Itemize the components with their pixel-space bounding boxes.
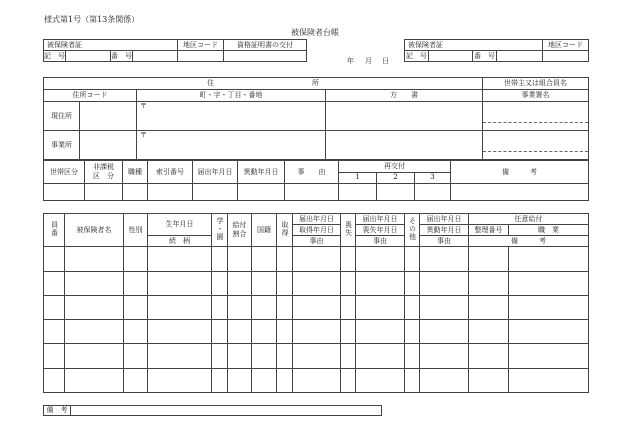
acquire-date-label: 取得年月日 bbox=[293, 225, 341, 236]
reissue-label: 再交付 bbox=[339, 161, 451, 173]
number-value-right[interactable] bbox=[497, 51, 543, 62]
sex-label: 性別 bbox=[124, 214, 148, 247]
ref-no-label: 整理番号 bbox=[469, 225, 509, 236]
address-code-label: 住所コード bbox=[44, 90, 137, 102]
relation-label: 続 柄 bbox=[148, 236, 212, 247]
number-value[interactable] bbox=[133, 51, 178, 62]
symbol-label-right: 記 号 bbox=[406, 51, 427, 60]
cert-right-table bbox=[404, 39, 589, 62]
reissue-1-value[interactable] bbox=[339, 184, 377, 201]
issue-label: 資格証明書の交付 bbox=[224, 40, 307, 51]
optional-benefit-label: 任意給付 bbox=[469, 214, 589, 225]
area-code-label-right: 地区コード bbox=[543, 40, 589, 51]
index-no-label: 索引番号 bbox=[148, 161, 193, 184]
current-household-head[interactable] bbox=[483, 102, 589, 131]
other-label: その他 bbox=[405, 214, 420, 247]
area-code-value-right[interactable] bbox=[543, 51, 589, 62]
insured-cert-label: 被保険者証 bbox=[44, 40, 178, 51]
number-label: 番 号 bbox=[111, 51, 132, 60]
office-postal-mark[interactable]: 〒 bbox=[137, 131, 326, 160]
footer-remarks-table bbox=[43, 405, 382, 416]
nationality-label: 国籍 bbox=[252, 214, 277, 247]
symbol-value-right[interactable] bbox=[429, 51, 473, 62]
date-day: 日 bbox=[382, 57, 389, 65]
members-table bbox=[43, 213, 589, 393]
symbol-value[interactable] bbox=[66, 51, 111, 62]
benefit-ratio-label: 給付割合 bbox=[228, 214, 252, 247]
remarks-label: 備 考 bbox=[451, 161, 589, 184]
table-row[interactable] bbox=[44, 368, 589, 392]
non-taxable-value[interactable] bbox=[85, 184, 123, 201]
acquire-reason-label: 事由 bbox=[293, 236, 341, 247]
table-row[interactable] bbox=[44, 295, 589, 319]
form-id: 様式第1号（第13条関係） bbox=[44, 15, 140, 24]
occupation-label: 職種 bbox=[123, 161, 148, 184]
household-class-label: 世帯区分 bbox=[44, 161, 85, 184]
footer-remarks-label: 備 考 bbox=[44, 406, 71, 416]
non-taxable-class-label bbox=[85, 161, 123, 184]
occupation-value[interactable] bbox=[123, 184, 148, 201]
reissue-1: 1 bbox=[339, 172, 377, 184]
student-label: 学・園 bbox=[212, 214, 228, 247]
index-no-value[interactable] bbox=[148, 184, 193, 201]
page-title: 被保険者台帳 bbox=[291, 28, 339, 37]
table-row[interactable] bbox=[44, 247, 589, 271]
lose-filed-date-label: 届出年月日 bbox=[356, 214, 405, 225]
street-label: 町・字・丁目・番地 bbox=[137, 90, 326, 102]
symbol-label: 記 号 bbox=[44, 51, 65, 60]
reissue-3-value[interactable] bbox=[415, 184, 451, 201]
filed-date-label: 届出年月日 bbox=[193, 161, 238, 184]
office-name-value[interactable] bbox=[483, 131, 589, 160]
household-class-value[interactable] bbox=[44, 184, 85, 201]
job-label: 職 業 bbox=[509, 225, 589, 236]
current-address-label: 現住所 bbox=[44, 102, 80, 131]
household-table bbox=[43, 160, 589, 201]
acquire-label: 取得 bbox=[277, 214, 293, 247]
non-taxable-label: 非課税 bbox=[93, 163, 114, 172]
member-no-label: 員番 bbox=[44, 214, 65, 247]
address-header: 住 所 bbox=[44, 78, 483, 90]
table-row[interactable] bbox=[44, 271, 589, 295]
change-date-label: 異動年月日 bbox=[238, 161, 285, 184]
office-name-label: 事業署名 bbox=[483, 90, 589, 102]
reason-value[interactable] bbox=[285, 184, 339, 201]
change-date-value[interactable] bbox=[238, 184, 285, 201]
household-head-label: 世帯主又は組合員名 bbox=[483, 78, 589, 90]
cert-left-table bbox=[43, 39, 307, 62]
remarks-value[interactable] bbox=[451, 184, 589, 201]
class-label: 区 分 bbox=[93, 172, 114, 181]
insured-name-label: 被保険者名 bbox=[65, 214, 124, 247]
current-postal-mark[interactable]: 〒 bbox=[137, 102, 326, 131]
issue-value[interactable] bbox=[224, 51, 307, 62]
other-change-date-label: 異動年月日 bbox=[420, 225, 469, 236]
area-code-value[interactable] bbox=[178, 51, 224, 62]
reissue-2: 2 bbox=[377, 172, 415, 184]
address-table bbox=[43, 77, 589, 160]
acquire-filed-date-label: 届出年月日 bbox=[293, 214, 341, 225]
office-name-divider bbox=[483, 138, 588, 152]
table-row[interactable] bbox=[44, 320, 589, 344]
household-head-divider bbox=[483, 109, 588, 123]
insured-cert-label-right: 被保険者証 bbox=[405, 40, 543, 51]
current-address-code[interactable] bbox=[80, 102, 137, 131]
current-direction[interactable] bbox=[326, 102, 483, 131]
direction-label: 方 書 bbox=[326, 90, 483, 102]
birth-date-label: 生年月日 bbox=[148, 214, 212, 236]
reissue-3: 3 bbox=[415, 172, 451, 184]
footer-remarks-value[interactable] bbox=[71, 406, 382, 416]
area-code-label: 地区コード bbox=[178, 40, 224, 51]
other-reason-label: 事由 bbox=[420, 236, 469, 247]
date-year: 年 bbox=[347, 57, 354, 65]
number-label-right: 番 号 bbox=[474, 51, 495, 60]
other-filed-date-label: 届出年月日 bbox=[420, 214, 469, 225]
lose-label: 喪失 bbox=[341, 214, 356, 247]
office-direction[interactable] bbox=[326, 131, 483, 160]
lose-date-label: 喪失年月日 bbox=[356, 225, 405, 236]
reason-label: 事 由 bbox=[285, 161, 339, 184]
lose-reason-label: 事由 bbox=[356, 236, 405, 247]
reissue-2-value[interactable] bbox=[377, 184, 415, 201]
office-address-code[interactable] bbox=[80, 131, 137, 160]
office-address-label: 事業所 bbox=[44, 131, 80, 160]
date-month: 月 bbox=[365, 57, 372, 65]
table-row[interactable] bbox=[44, 344, 589, 368]
filed-date-value[interactable] bbox=[193, 184, 238, 201]
optional-remarks-label: 備 考 bbox=[469, 236, 589, 247]
